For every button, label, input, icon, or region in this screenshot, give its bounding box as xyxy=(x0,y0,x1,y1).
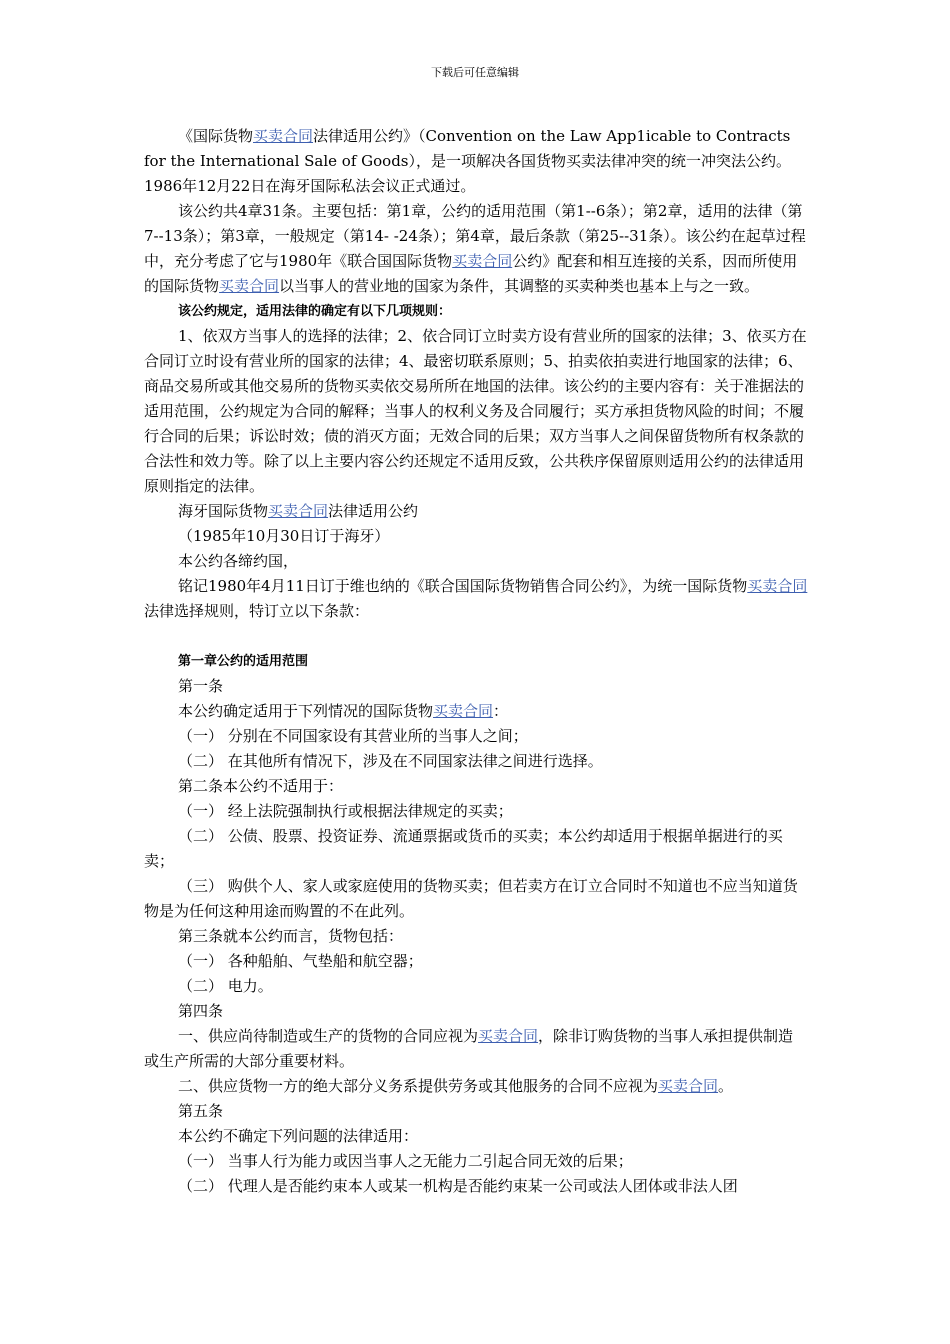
article-5-heading: 第五条 xyxy=(178,1102,224,1120)
text-run: 海牙国际货物 xyxy=(178,502,269,520)
rules-heading: 该公约规定，适用法律的确定有以下几项规则： xyxy=(178,304,452,319)
contract-link[interactable]: 买卖合同 xyxy=(478,1027,539,1045)
preamble-text xyxy=(144,574,808,624)
text-run: 法律适用公约 xyxy=(328,502,419,520)
article-4-heading: 第四条 xyxy=(178,1002,224,1020)
paragraph-intro xyxy=(144,124,808,199)
article-2-item-1: （一） 经上法院强制执行或根据法律规定的买卖； xyxy=(178,802,513,820)
article-4-para-2 xyxy=(144,1074,808,1099)
article-1-intro xyxy=(144,699,808,724)
text-run: 二、供应货物一方的绝大部分义务系提供劳务或其他服务的合同不应视为 xyxy=(178,1077,659,1095)
text-run: ： xyxy=(493,702,509,720)
article-1-item-1: （一） 分别在不同国家设有其营业所的当事人之间； xyxy=(178,727,528,745)
article-5-intro: 本公约不确定下列问题的法律适用： xyxy=(178,1127,419,1145)
article-2-heading: 第二条本公约不适用于： xyxy=(178,777,344,795)
article-2-item-2: （二） 公债、股票、投资证券、流通票据或货币的买卖；本公约却适用于根据单据进行的买卖； xyxy=(144,827,783,870)
page-header-note: 下载后可任意编辑 xyxy=(431,66,519,79)
paragraph-structure xyxy=(144,199,808,299)
article-3-item-2: （二） 电力。 xyxy=(178,977,273,995)
preamble-parties: 本公约各缔约国， xyxy=(178,552,299,570)
text-run: 铭记1980年4月11日订于维也纳的《联合国国际货物销售合同公约》，为统一国际货物 xyxy=(178,577,748,595)
article-3-item-1: （一） 各种船舶、气垫船和航空器； xyxy=(178,952,423,970)
article-5-item-1: （一） 当事人行为能力或因当事人之无能力二引起合同无效的后果； xyxy=(178,1152,633,1170)
contract-link[interactable]: 买卖合同 xyxy=(452,252,513,270)
text-run: 该公约共4章31条。主要包括：第1章，公约的适用范围（第1--6条）；第2章，适用的法律（第7--13条）；第3章，一般规定（第14- -24条）；第4章，最后条款（第25--31条）。该公约在起草过程中，充分考虑了它与1980年《联合国国际货物 xyxy=(144,202,806,270)
article-2-item-3: （三） 购供个人、家人或家庭使用的货物买卖；但若卖方在订立合同时不知道也不应当知道货物是为任何这种用途而购置的不在此列。 xyxy=(144,877,798,920)
text-run: 公约》配套和相互连接的关系，因而所使用的国际货物 xyxy=(144,252,798,295)
text-run: ，除非订购货物的当事人承担提供制造或生产所需的大部分重要材料。 xyxy=(144,1027,794,1070)
contract-link[interactable]: 买卖合同 xyxy=(219,277,280,295)
article-4-para-1 xyxy=(144,1024,808,1074)
article-5-item-2: （二） 代理人是否能约束本人或某一机构是否能约束某一公司或法人团体或非法人团 xyxy=(178,1177,738,1195)
text-run: 法律选择规则，特订立以下条款： xyxy=(144,602,370,620)
contract-link[interactable]: 买卖合同 xyxy=(433,702,494,720)
text-run: 以当事人的营业地的国家为条件，其调整的买卖种类也基本上与之一致。 xyxy=(279,277,760,295)
article-3-heading: 第三条就本公约而言，货物包括： xyxy=(178,927,404,945)
convention-date: （1985年10月30日订于海牙） xyxy=(178,527,390,545)
contract-link[interactable]: 买卖合同 xyxy=(253,127,314,145)
spacer xyxy=(144,624,808,649)
text-run: 本公约确定适用于下列情况的国际货物 xyxy=(178,702,434,720)
contract-link[interactable]: 买卖合同 xyxy=(268,502,329,520)
convention-title xyxy=(144,499,808,524)
text-run: 一、供应尚待制造或生产的货物的合同应视为 xyxy=(178,1027,479,1045)
contract-link[interactable]: 买卖合同 xyxy=(658,1077,719,1095)
contract-link[interactable]: 买卖合同 xyxy=(747,577,808,595)
document-body xyxy=(144,124,808,1199)
text-run: 。 xyxy=(718,1077,734,1095)
paragraph-rules: 1、依双方当事人的选择的法律；2、依合同订立时卖方设有营业所的国家的法律；3、依买方在合同订立时设有营业所的国家的法律；4、最密切联系原则；5、拍卖依拍卖进行地国家的法律；6、商品交易所或其他交易所的货物买卖依交易所所在地国的法律。该公约的主要内容有：关于准据法的适用范围，公约规定为合同的解释；当事人的权利义务及合同履行；买方承担货物风险的时间；不履行合同的后果；诉讼时效；债的消灭方面；无效合同的后果；双方当事人之间保留货物所有权条款的合法性和效力等。除了以上主要内容公约还规定不适用反致，公共秩序保留原则适用公约的法律适用原则指定的法律。 xyxy=(144,327,807,495)
article-1-heading: 第一条 xyxy=(178,677,224,695)
chapter-1-heading: 第一章公约的适用范围 xyxy=(178,654,309,669)
article-1-item-2: （二） 在其他所有情况下，涉及在不同国家法律之间进行选择。 xyxy=(178,752,603,770)
text-run: 法律适用公约》（Convention on the Law App1icable to Contracts for the International Sale of Goods），是一项解决各国货物买卖法律冲突的统一冲突法公约。1986年12月22日在海牙国际私法会议正式通过。 xyxy=(144,127,792,195)
text-run: 《国际货物 xyxy=(178,127,254,145)
